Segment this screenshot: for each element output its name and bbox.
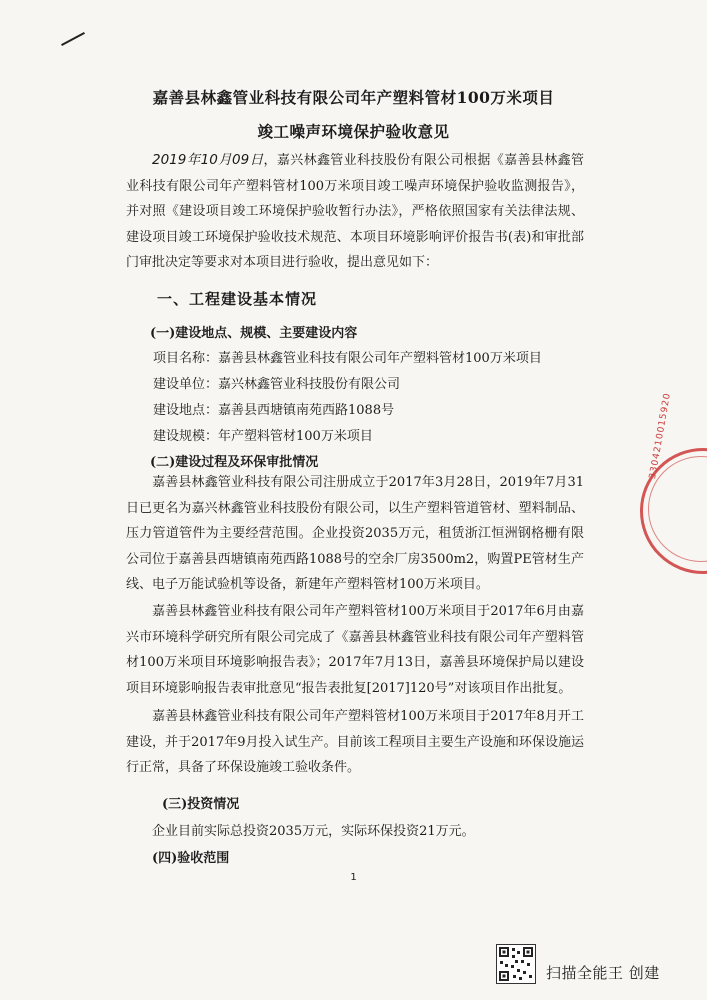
subsection-heading-3: (三)投资情况 xyxy=(162,797,240,812)
process-text-1: 嘉善县林鑫管业科技有限公司注册成立于2017年3月28日，2019年7月31日已更名为嘉兴林鑫管业科技股份有限公司，以生产塑料管道管材、塑料制品、压力管道管件为主要经营范围。企业投资2035万元，租赁浙江恒洲钢格栅有限公司位于嘉善县西塘镇南苑西路1088号的空余厂房3500m2，购置PE管材生产线、电子万能试验机等设备，新建年产塑料管材100万米项目。 xyxy=(126,475,584,592)
investment-line: 企业目前实际总投资2035万元，实际环保投资21万元。 xyxy=(152,824,475,839)
subsection-heading-4: (四)验收范围 xyxy=(152,851,230,866)
document-title: 嘉善县林鑫管业科技有限公司年产塑料管材100万米项目 xyxy=(152,88,555,107)
page-number: 1 xyxy=(350,872,357,883)
qr-code-icon xyxy=(496,944,536,984)
process-text-2: 嘉善县林鑫管业科技有限公司年产塑料管材100万米项目于2017年6月由嘉兴市环境科学研究所有限公司完成了《嘉善县林鑫管业科技有限公司年产塑料管材100万米项目环境影响报告表》；2017年7月13日，嘉善县环境保护局以建设项目环境影响报告表审批意见“报告表批复[2017]120号”对该项目作出批复。 xyxy=(126,604,584,696)
document-subtitle: 竣工噪声环境保护验收意见 xyxy=(257,122,450,141)
subsection-heading-1: (一)建设地点、规模、主要建设内容 xyxy=(150,326,358,341)
location-line: 建设地点：嘉善县西塘镇南苑西路1088号 xyxy=(153,403,395,418)
process-paragraph-1 xyxy=(126,470,584,598)
project-name-line: 项目名称：嘉善县林鑫管业科技有限公司年产塑料管材100万米项目 xyxy=(153,351,542,366)
scanner-app-watermark: 扫描全能王 创建 xyxy=(546,964,660,982)
process-text-3: 嘉善县林鑫管业科技有限公司年产塑料管材100万米项目于2017年8月开工建设，并于2017年9月投入试生产。目前该工程项目主要生产设施和环保设施运行正常，具备了环保设施竣工验收条件。 xyxy=(126,709,584,775)
handwritten-date: 2019年10月09日 xyxy=(152,152,264,168)
official-seal-number: 3304210015920 xyxy=(648,391,674,480)
scale-line: 建设规模：年产塑料管材100万米项目 xyxy=(153,429,373,444)
intro-paragraph xyxy=(126,148,584,276)
section-heading-1: 一、工程建设基本情况 xyxy=(157,290,318,308)
subsection-heading-2: (二)建设过程及环保审批情况 xyxy=(150,455,319,470)
process-paragraph-2 xyxy=(126,599,584,701)
process-paragraph-3 xyxy=(126,704,584,781)
builder-line: 建设单位：嘉兴林鑫管业科技股份有限公司 xyxy=(153,377,401,392)
scan-mark xyxy=(61,32,85,46)
intro-text: ，嘉兴林鑫管业科技股份有限公司根据《嘉善县林鑫管业科技有限公司年产塑料管材100万米项目竣工噪声环境保护验收监测报告》，并对照《建设项目竣工环境保护验收暂行办法》，严格依照国家有关法律法规、建设项目竣工环境保护验收技术规范、本项目环境影响评价报告书(表)和审批部门审批决定等要求对本项目进行验收，提出意见如下： xyxy=(126,153,584,270)
